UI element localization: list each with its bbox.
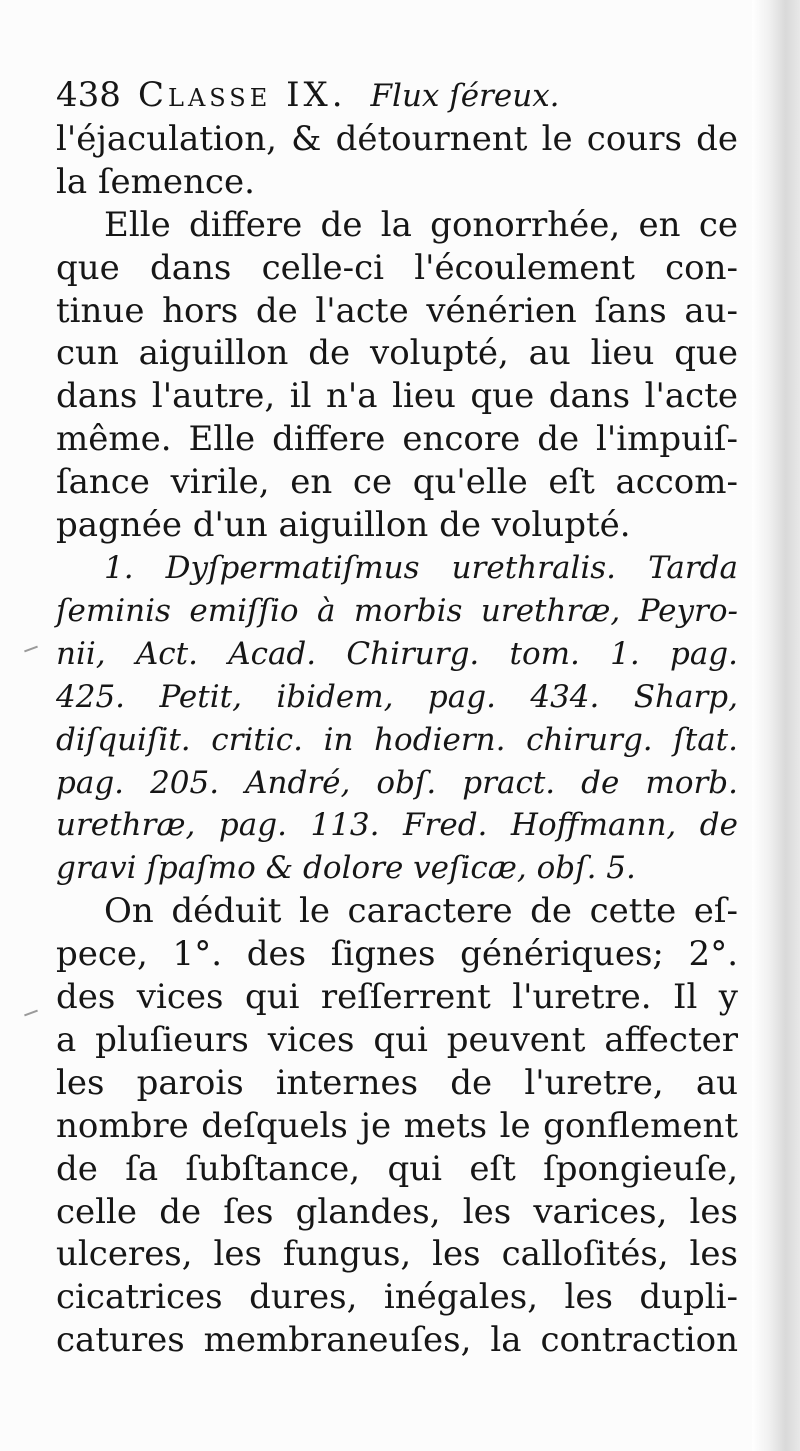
citation-line: 425. Petit, ibidem, pag. 434. Sharp, [56,678,738,715]
section-title: Flux ſéreux. [370,78,560,114]
citation-line: diſquiſit. critic. in hodiern. chirurg. ſtat. [56,721,738,758]
text-line: nombre deſquels je mets le gonflement [56,1105,738,1146]
chapter-heading: Classe IX. [138,75,347,115]
running-header [56,74,738,118]
citation-line: 1. Dyſpermatiſmus urethralis. Tarda [104,549,738,586]
margin-mark [24,646,38,653]
text-line: cun aiguillon de volupté, au lieu que [56,333,738,374]
citation-line: gravi ſpaſmo & dolore veſicæ, obſ. 5. [56,850,636,887]
text-line: tinue hors de l'acte vénérien ſans au- [56,290,738,331]
text-line: dans l'autre, il n'a lieu que dans l'acte [56,376,738,417]
citation-line: ſeminis emiſſio à morbis urethræ, Peyro- [56,592,738,629]
page-text [56,74,738,1362]
text-line: catures membraneuſes, la contraction [56,1320,738,1361]
text-line: même. Elle differe encore de l'impuiſ- [56,419,738,460]
text-line: la ſemence. [56,161,255,202]
margin-mark [24,1010,38,1017]
text-line: que dans celle-ci l'écoulement con- [56,247,738,288]
text-line: pagnée d'un aiguillon de volupté. [56,505,631,546]
text-line: ulceres, les fungus, les calloſités, les [56,1234,738,1275]
text-line: Elle differe de la gonorrhée, en ce [104,204,738,245]
text-line: des vices qui reſſerrent l'uretre. Il y [56,977,738,1018]
citation-line: urethræ, pag. 113. Fred. Hoffmann, de [56,807,738,844]
text-line: cicatrices dures, inégales, les dupli- [56,1277,738,1318]
text-line: de ſa ſubſtance, qui eſt ſpongieuſe, [56,1148,738,1189]
page-number: 438 [56,75,121,115]
page-edge-shadow [752,0,800,1451]
text-line: On déduit le caractere de cette eſ- [104,891,738,932]
text-line: a pluſieurs vices qui peuvent affecter [56,1019,738,1060]
text-line: l'éjaculation, & détournent le cours de [56,118,738,159]
citation-line: nii, Act. Acad. Chirurg. tom. 1. pag. [56,635,738,672]
text-line: pece, 1°. des ſignes génériques; 2°. [56,934,738,975]
text-line: les parois internes de l'uretre, au [56,1062,738,1103]
text-line: ſance virile, en ce qu'elle eſt accom- [56,462,738,503]
text-line: celle de ſes glandes, les varices, les [56,1191,738,1232]
citation-line: pag. 205. André, obſ. pract. de morb. [56,764,738,801]
